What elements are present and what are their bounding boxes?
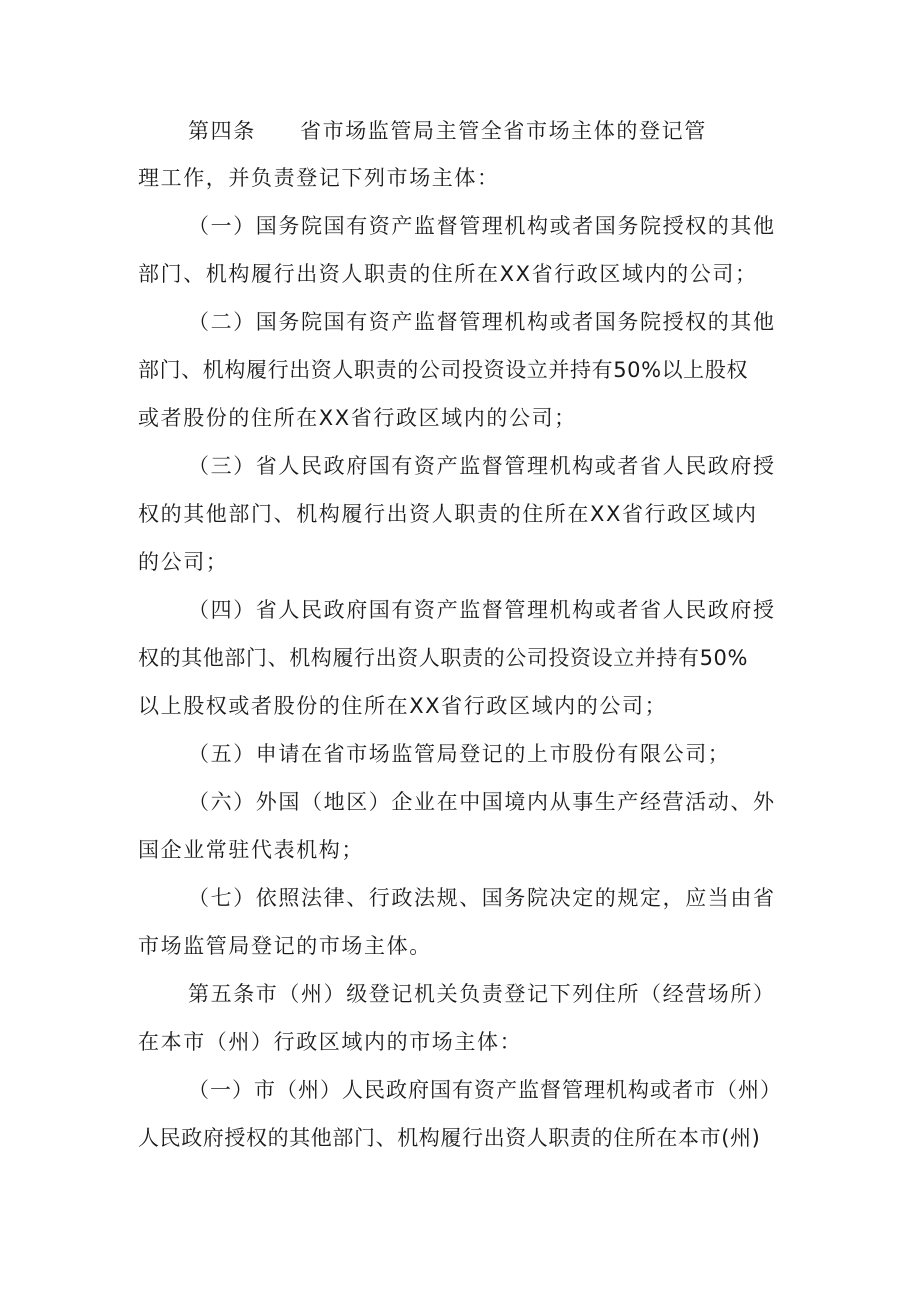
article4-item2-line3: 或者股份的住所在XX省行政区域内的公司； <box>138 406 577 430</box>
article5-line2: 在本市（州）行政区域内的市场主体： <box>138 1030 523 1054</box>
article4-item6-line1: （六）外国（地区）企业在中国境内从事生产经营活动、外 <box>188 790 776 814</box>
article4-item6-line2: 国企业常驻代表机构； <box>138 838 364 862</box>
article4-item3-line1: （三）省人民政府国有资产监督管理机构或者省人民政府授 <box>188 454 776 478</box>
article4-item3-line2: 权的其他部门、机构履行出资人职责的住所在XX省行政区域内 <box>138 502 758 526</box>
article4-item3-line3: 的公司； <box>138 550 229 574</box>
article4-item7-line2: 市场监管局登记的市场主体。 <box>138 934 432 958</box>
article5-line1: 第五条市（州）级登记机关负责登记下列住所（经营场所） <box>188 982 776 1006</box>
article4-item7-line1: （七）依照法律、行政法规、国务院决定的规定，应当由省 <box>188 886 776 910</box>
article5-item1-line2: 人民政府授权的其他部门、机构履行出资人职责的住所在本市(州) <box>138 1126 761 1150</box>
article4-item1-line1: （一）国务院国有资产监督管理机构或者国务院授权的其他 <box>188 214 776 238</box>
article4-lead: 省市场监管局主管全省市场主体的登记管 <box>300 119 707 143</box>
article4-item2-line1: （二）国务院国有资产监督管理机构或者国务院授权的其他 <box>188 310 776 334</box>
article4-item1-line2: 部门、机构履行出资人职责的住所在XX省行政区域内的公司； <box>138 262 758 286</box>
article4-item2-line2: 部门、机构履行出资人职责的公司投资设立并持有50%以上股权 <box>138 358 749 382</box>
article5-item1-line1: （一）市（州）人民政府国有资产监督管理机构或者市（州） <box>188 1078 782 1102</box>
article4-heading: 第四条 <box>188 119 256 143</box>
article4-item5-line1: （五）申请在省市场监管局登记的上市股份有限公司； <box>188 742 731 766</box>
article4-item4-line2: 权的其他部门、机构履行出资人职责的公司投资设立并持有50% <box>138 646 749 670</box>
article4-lead-cont: 理工作，并负责登记下列市场主体： <box>138 166 500 190</box>
article4-item4-line3: 以上股权或者股份的住所在XX省行政区域内的公司； <box>138 694 668 718</box>
article4-item4-line1: （四）省人民政府国有资产监督管理机构或者省人民政府授 <box>188 598 776 622</box>
